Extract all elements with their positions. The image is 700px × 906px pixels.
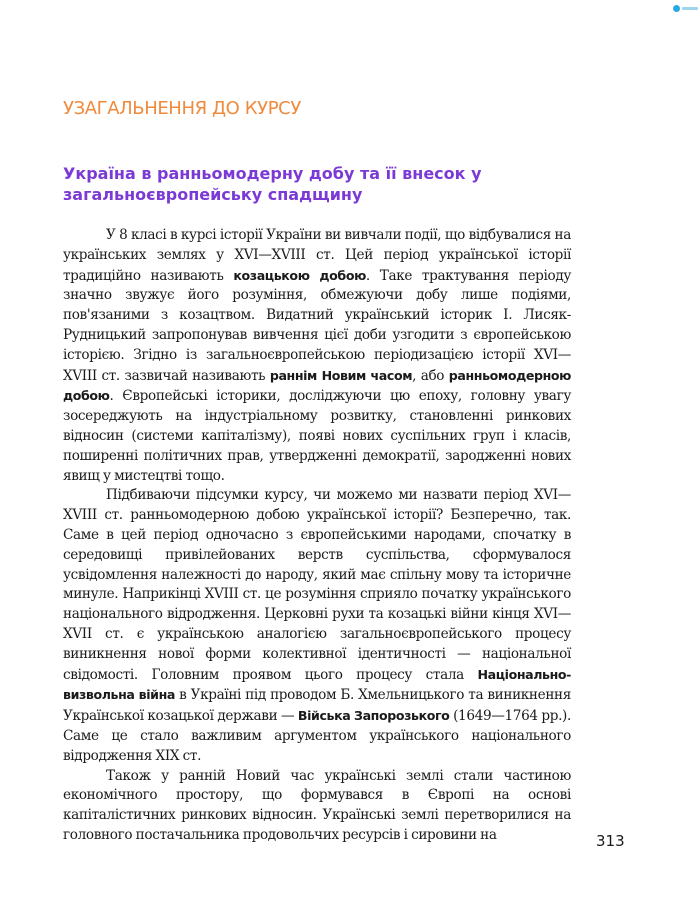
paragraph bbox=[63, 226, 571, 486]
logo-bar bbox=[682, 7, 698, 10]
logo-dot bbox=[673, 5, 680, 12]
key-term: козацькою добою bbox=[233, 267, 366, 283]
key-term: раннім Новим часом bbox=[269, 367, 413, 383]
text-run: , або bbox=[412, 367, 449, 384]
paragraph bbox=[63, 767, 571, 846]
page-number: 313 bbox=[596, 832, 625, 850]
text-run: (1649—1764 рр.). Саме це стало важливим аргументом українського національного відродження XIX ст. bbox=[63, 708, 571, 764]
key-term: ранньомодерною добою bbox=[63, 367, 571, 404]
key-term: Національно-визвольна війна bbox=[63, 666, 571, 703]
text-run: в Україні під проводом Б. Хмельницького та виникнення Української козацької держави — bbox=[63, 687, 571, 725]
text-run: Підбиваючи підсумки курсу, чи можемо ми назвати період XVI—XVIII ст. ранньомодерною добою української історії? Безперечно, так. Саме в цей період одночасно з європейськими народами, спочатку в середовищі привілейованих верств суспільства, сформувалося усвідомлення належності до народу, який має спільну мову та історичне минуле. Наприкінці XVIII ст. це розуміння сприяло початку українського національного відродження. Церковні рухи та козацькі війни кінця XVI—XVII ст. є українською аналогією загальноєвропейського процесу виникнення нової форми колективної ідентичності — національної свідомості. Головним проявом цього процесу стала bbox=[63, 487, 571, 683]
text-run: . Таке трактування періоду значно звужує його розуміння, обмежуючи добу лише подіями, пов'язаними з козацтвом. Видатний український історик І. Лисяк-Рудницький запропонував вивчення цієї доби узгодити з європейською історією. Згідно із загальноєвропейською періодизацією історії XVI—XVIII ст. зазвичай називають bbox=[63, 267, 571, 384]
publisher-logo-icon bbox=[673, 4, 700, 13]
text-run: Також у ранній Новий час українські землі стали частиною економічного простору, що формувався в Європі на основі капіталістичних ринкових відносин. Українські землі перетворилися на головного постачальника продовольчих ресурсів і сировини на bbox=[63, 767, 571, 843]
section-title: УЗАГАЛЬНЕННЯ ДО КУРСУ bbox=[63, 98, 301, 119]
subtitle: Україна в ранньомодерну добу та її внесок у загальноєвропейську спадщину bbox=[63, 164, 482, 204]
text-run: . Європейські історики, досліджуючи цю епоху, головну увагу зосереджують на індустріальному розвитку, становленні ринкових відносин (системи капіталізму), появі нових суспільних груп і класів, поширенні політичних прав, утвердженні демократії, зародженні нових явищ у мистецтві тощо. bbox=[63, 388, 571, 484]
key-term: Війська Запорозького bbox=[297, 708, 450, 724]
paragraph bbox=[63, 486, 571, 766]
text-run: У 8 класі в курсі історії України ви вивчали події, що відбувалися на українських землях у XVI—XVIII ст. Цей період української історії традиційно називають bbox=[63, 227, 571, 284]
body-text bbox=[63, 226, 571, 846]
